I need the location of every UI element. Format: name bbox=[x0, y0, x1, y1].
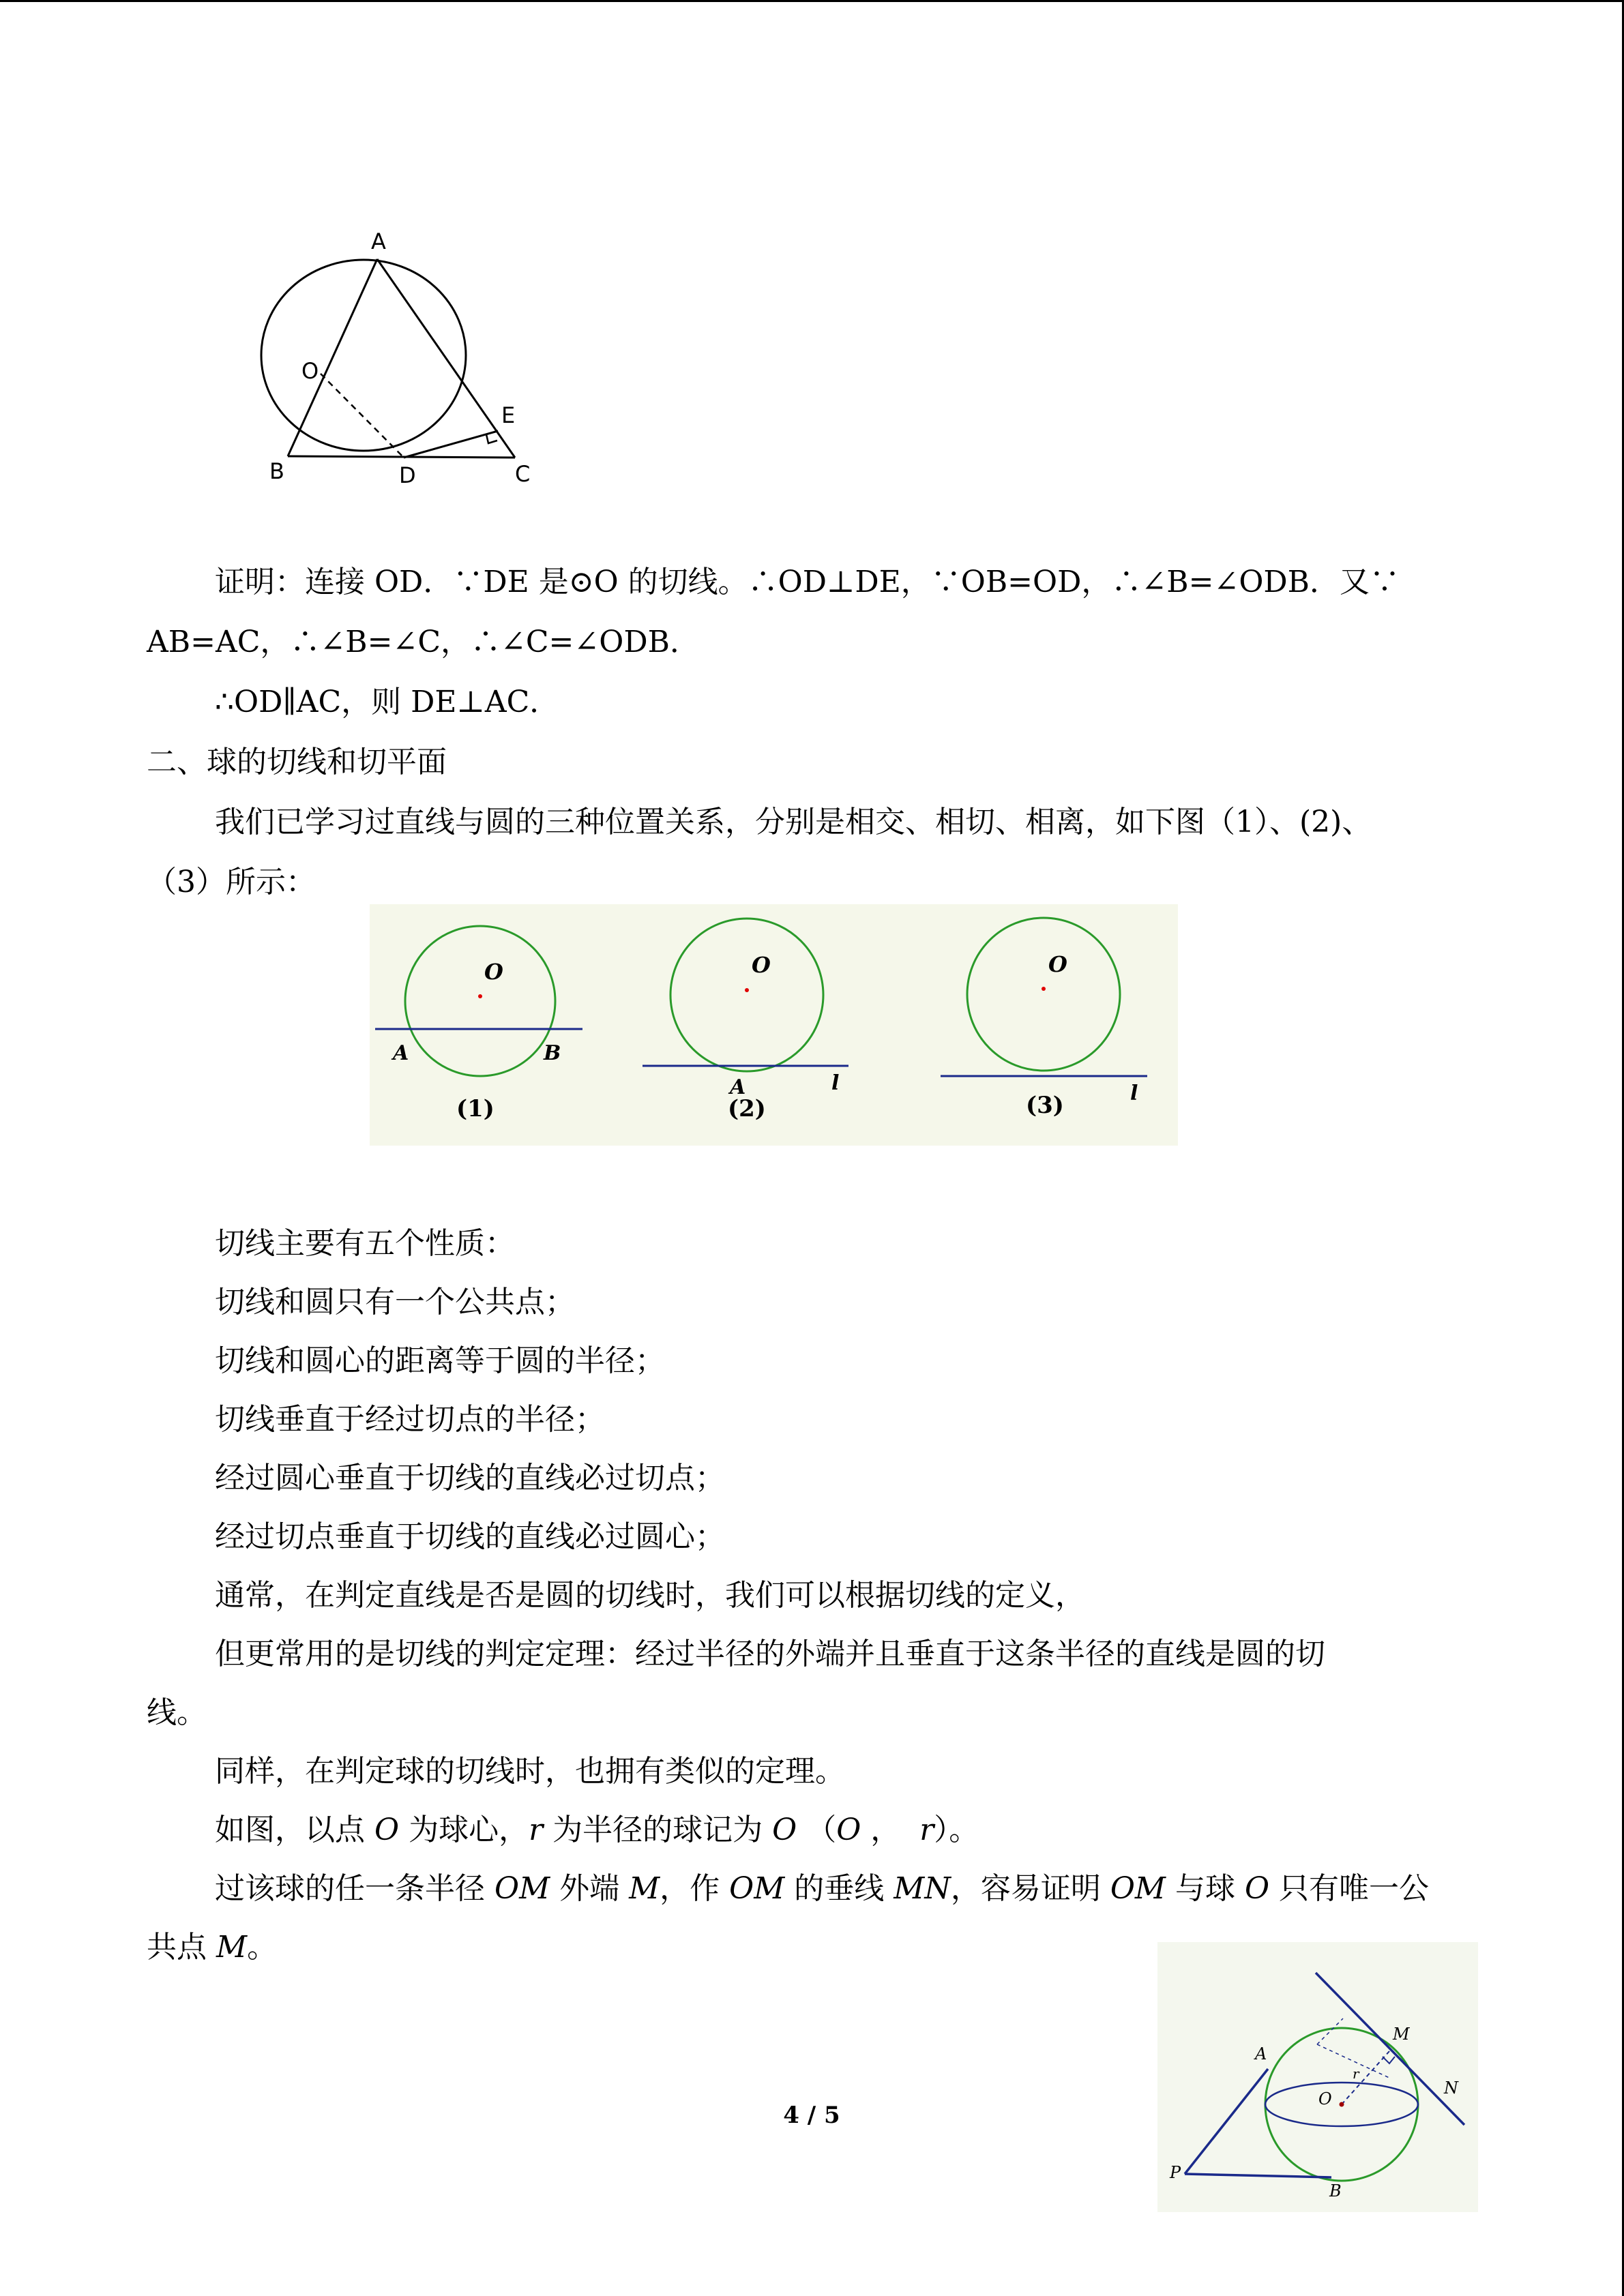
panel2-point-A: A bbox=[730, 1075, 746, 1099]
label-r: r bbox=[1353, 2066, 1359, 2082]
panel2-line-l: l bbox=[831, 1071, 840, 1095]
intro-line-2: （3）所示： bbox=[147, 865, 316, 899]
panel2-center-label: O bbox=[752, 952, 771, 978]
text2-line-1: 通常，在判定直线是否是圆的切线时，我们可以根据切线的定义， bbox=[215, 1578, 1085, 1613]
center-dot bbox=[745, 988, 749, 992]
property-item-5: 经过切点垂直于切线的直线必过圆心； bbox=[215, 1519, 725, 1554]
text2-line-2: 但更常用的是切线的判定定理：经过半径的外端并且垂直于这条半径的直线是圆的切 bbox=[215, 1637, 1325, 1671]
panel1-point-B: B bbox=[544, 1041, 561, 1065]
label-D: D bbox=[399, 462, 416, 488]
label-E: E bbox=[501, 402, 516, 428]
panel1-point-A: A bbox=[393, 1041, 409, 1065]
intro-line-1: 我们已学习过直线与圆的三种位置关系，分别是相交、相切、相离，如下图（1）、(2)、 bbox=[215, 805, 1372, 839]
text2-line-4: 同样，在判定球的切线时，也拥有类似的定理。 bbox=[215, 1754, 845, 1789]
panel3-center-label: O bbox=[1048, 951, 1067, 977]
label-A: A bbox=[1255, 2044, 1267, 2063]
center-dot bbox=[478, 994, 482, 998]
panel3-caption: (3) bbox=[1026, 1092, 1064, 1119]
sphere-definition-line: 如图，以点 O 为球心，r 为半径的球记为 O （O ， r）。 bbox=[215, 1813, 979, 1847]
proof-line-1: 证明：连接 OD．∵DE 是⊙O 的切线。∴OD⊥DE，∵OB=OD，∴∠B=∠ODB．又∵ bbox=[215, 565, 1400, 599]
property-item-3: 切线垂直于经过切点的半径； bbox=[215, 1402, 605, 1437]
label-B: B bbox=[269, 458, 284, 484]
panel3-line-l: l bbox=[1130, 1082, 1138, 1105]
panel1-caption: (1) bbox=[456, 1095, 494, 1122]
label-P: P bbox=[1170, 2163, 1181, 2182]
sphere-tangent-figure bbox=[1157, 1942, 1478, 2212]
sphere-tangent-line-2: 共点 M。 bbox=[147, 1930, 278, 1965]
label-O: O bbox=[1318, 2089, 1332, 2108]
line-circle-positions-figure bbox=[370, 904, 1178, 1146]
panel2-caption: (2) bbox=[728, 1095, 766, 1122]
label-C: C bbox=[515, 461, 531, 487]
panel1-center-label: O bbox=[484, 959, 503, 985]
label-A: A bbox=[371, 228, 386, 254]
page-number: 4 / 5 bbox=[783, 2102, 840, 2129]
proof-line-3: ∴OD∥AC，则 DE⊥AC． bbox=[215, 685, 560, 719]
center-dot bbox=[1042, 987, 1046, 991]
circle-triangle-figure bbox=[205, 211, 546, 498]
label-N: N bbox=[1444, 2078, 1458, 2098]
label-O: O bbox=[301, 358, 319, 384]
property-item-1: 切线和圆只有一个公共点； bbox=[215, 1285, 575, 1320]
sphere-center-dot bbox=[1340, 2102, 1344, 2107]
sphere-tangent-line-1: 过该球的任一条半径 OM 外端 M，作 OM 的垂线 MN，容易证明 OM 与球 O 只有唯一公 bbox=[215, 1871, 1430, 1906]
text2-line-3: 线。 bbox=[147, 1695, 207, 1730]
proof-line-2: AB=AC，∴∠B=∠C，∴∠C=∠ODB． bbox=[147, 625, 700, 659]
label-B: B bbox=[1329, 2181, 1342, 2201]
page-top-border bbox=[0, 0, 1624, 2]
properties-intro: 切线主要有五个性质： bbox=[215, 1226, 515, 1261]
property-item-4: 经过圆心垂直于切线的直线必过切点； bbox=[215, 1461, 725, 1495]
section-heading: 二、球的切线和切平面 bbox=[147, 745, 447, 779]
property-item-2: 切线和圆心的距离等于圆的半径； bbox=[215, 1343, 665, 1378]
label-M: M bbox=[1393, 2025, 1410, 2044]
